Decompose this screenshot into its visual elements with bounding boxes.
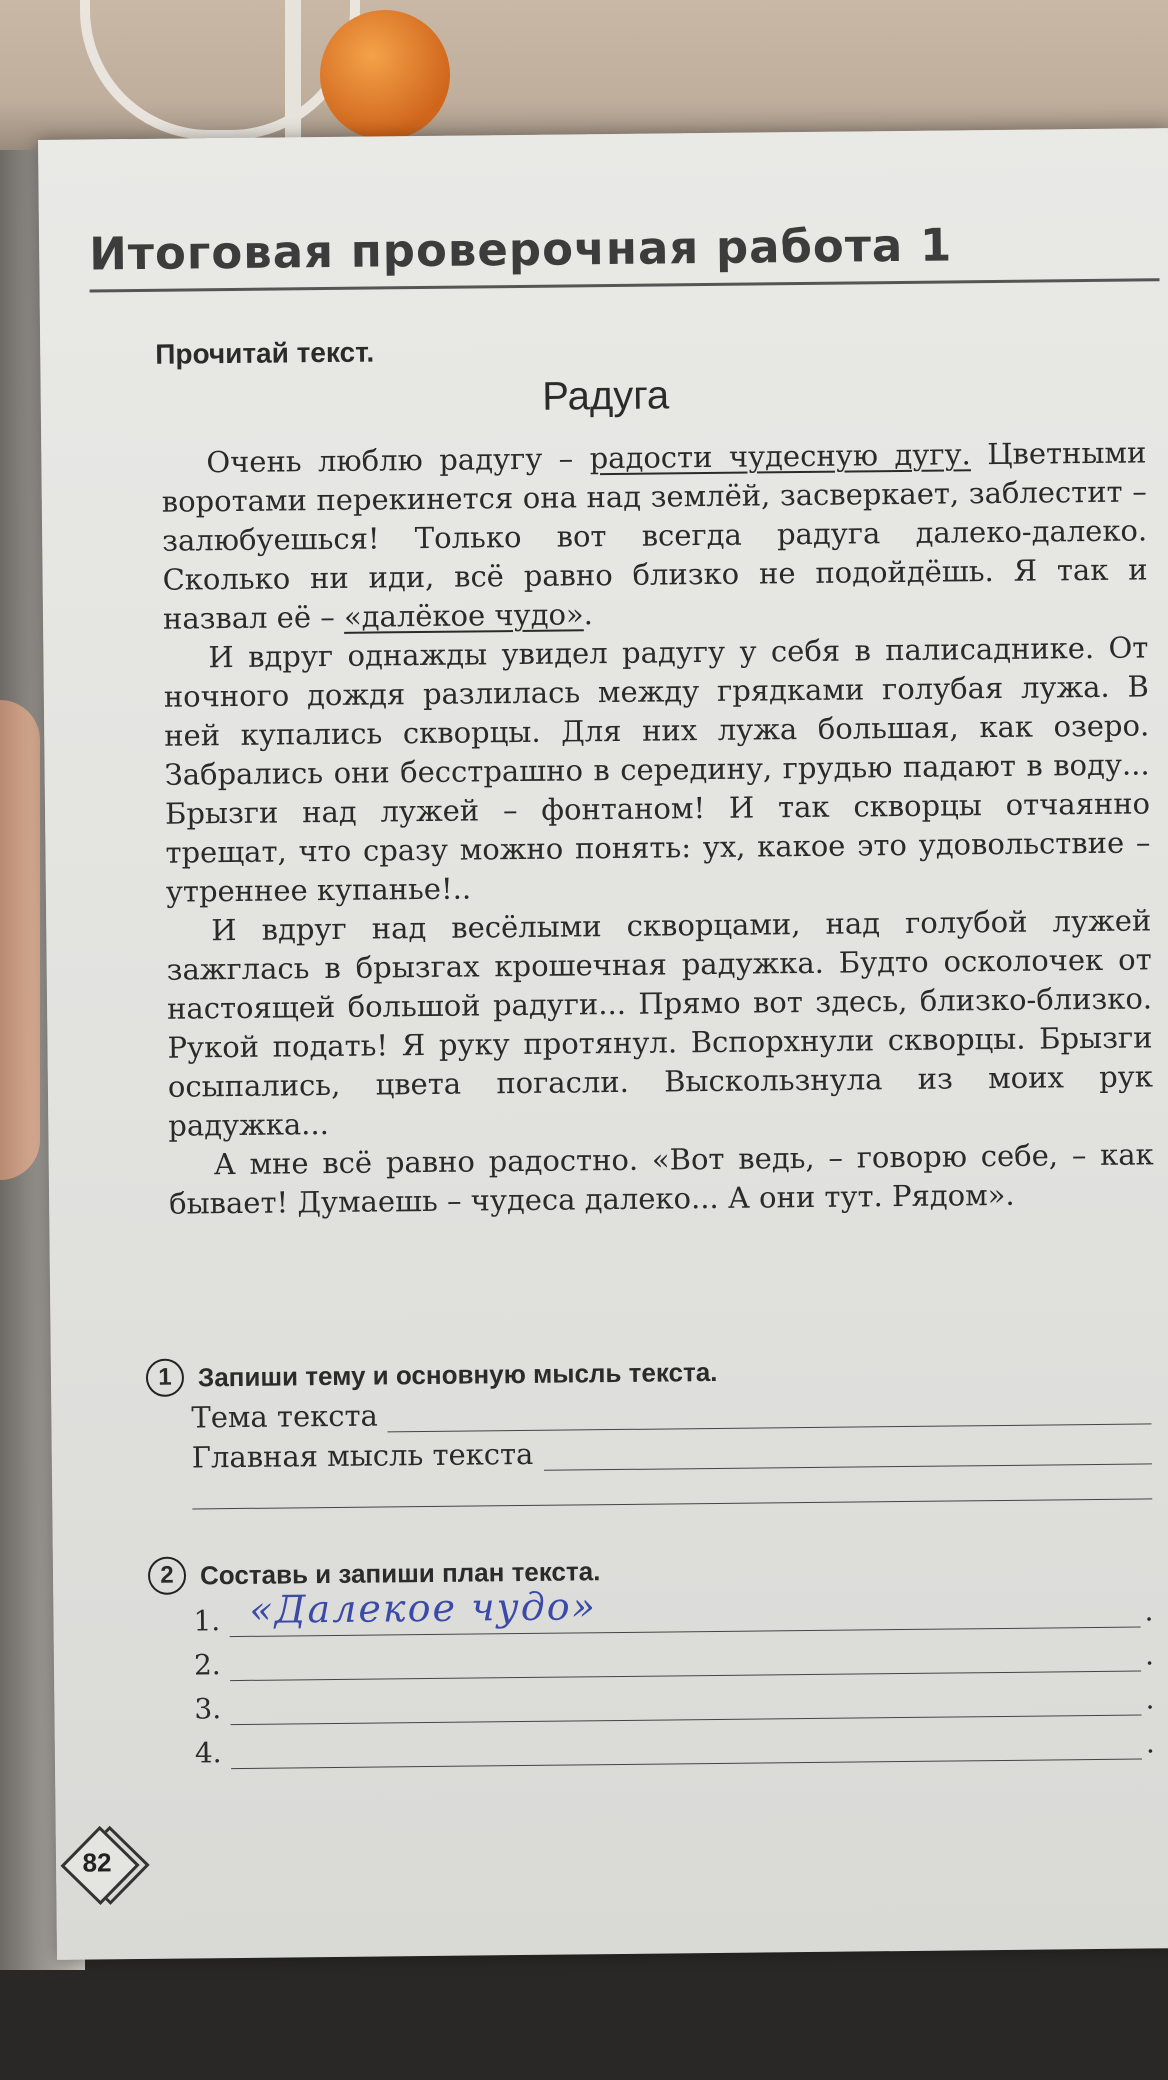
plan-answer-line[interactable] — [231, 1729, 1142, 1770]
story-paragraph-3: И вдруг над весёлыми скворцами, над голубой лужей зажглась в брызгах крошечная радужка. Будто осколочек от настоящей большой радуги... Прямо вот здесь, близко-близко. Рукой подать! Я руку протянул. Вспорхнули скворцы. Брызги осыпались, цвета погасли. Выскользнула из моих рук радужка... — [166, 903, 1154, 1143]
plan-row-number: 4. — [194, 1736, 222, 1770]
main-idea-field[interactable] — [192, 1430, 1152, 1474]
plan-row-3[interactable] — [194, 1682, 1154, 1725]
main-idea-extra-line[interactable] — [192, 1498, 1152, 1509]
task-1-number: 1 — [146, 1359, 184, 1397]
p1-part-b: Цветными воротами перекинется она над землёй, засверкает, заблестит – залюбуешься! Только вот всегда радуга далеко-далеко. Сколько ни иди, всё равно близко не подойдёшь. Я так и назвал её – — [161, 435, 1148, 636]
holding-finger — [0, 700, 40, 1180]
plan-answer-line[interactable] — [230, 1641, 1141, 1682]
row-end-dot: . — [1145, 1682, 1155, 1716]
story-title: Радуга — [542, 373, 670, 419]
heading-rule — [90, 278, 1160, 292]
page-heading: Итоговая проверочная работа 1 — [88, 218, 953, 281]
main-idea-answer-line[interactable] — [543, 1437, 1152, 1470]
plan-row-2[interactable] — [194, 1638, 1154, 1681]
p1-part-a: Очень люблю радугу – — [206, 441, 590, 480]
story-paragraph-4: А мне всё равно радостно. «Вот ведь, – говорю себе, – как бывает! Думаешь – чудеса далеко... А они тут. Рядом». — [168, 1137, 1154, 1221]
task-2-text: Составь и запиши план текста. — [199, 1555, 601, 1590]
plan-answer-line[interactable] — [229, 1584, 1140, 1638]
handwritten-answer: «Далекое чудо» — [249, 1584, 598, 1632]
plan-row-1[interactable] — [193, 1584, 1154, 1638]
plan-row-number: 3. — [194, 1692, 222, 1726]
workbook-page — [38, 128, 1168, 1960]
p1-part-c: . — [583, 597, 594, 632]
plan-row-number: 2. — [193, 1648, 221, 1682]
lamp-stem — [285, 0, 301, 150]
underlined-quote: «далёкое чудо» — [343, 597, 584, 634]
plan-answer-line[interactable] — [230, 1685, 1141, 1726]
main-idea-label: Главная мысль текста — [191, 1436, 534, 1475]
task-2-number: 2 — [148, 1557, 186, 1595]
topic-answer-line[interactable] — [388, 1397, 1152, 1432]
story-paragraph-1 — [161, 433, 1148, 638]
orange-fruit — [320, 10, 450, 140]
row-end-dot: . — [1144, 1638, 1155, 1672]
row-end-dot: . — [1145, 1726, 1156, 1760]
underlined-phrase: радости чудесную дугу. — [589, 437, 971, 476]
task-1-text: Запиши тему и основную мысль текста. — [197, 1356, 718, 1392]
story-paragraph-2: И вдруг однажды увидел радугу у себя в палисаднике. От ночного дождя разлилась между грядками голубая лужа. В ней купались скворцы. Для них лужа большая, как озеро. Забрались они бесстрашно в середину, грудью падают в воду... Брызги над лужей – фонтаном! И так скворцы отчаянно трещат, что сразу можно понять: ух, какое это удовольствие – утреннее купанье!.. — [163, 630, 1151, 909]
plan-row-number: 1. — [193, 1604, 221, 1638]
topic-field[interactable] — [191, 1390, 1151, 1434]
row-end-dot: . — [1144, 1594, 1154, 1628]
task-1 — [146, 1353, 718, 1397]
story-text — [161, 433, 1154, 1223]
topic-label: Тема текста — [191, 1398, 379, 1435]
instruction: Прочитай текст. — [155, 336, 375, 370]
plan-row-4[interactable] — [195, 1726, 1155, 1769]
page-number-badge — [64, 1829, 135, 1900]
page-number: 82 — [82, 1847, 112, 1878]
